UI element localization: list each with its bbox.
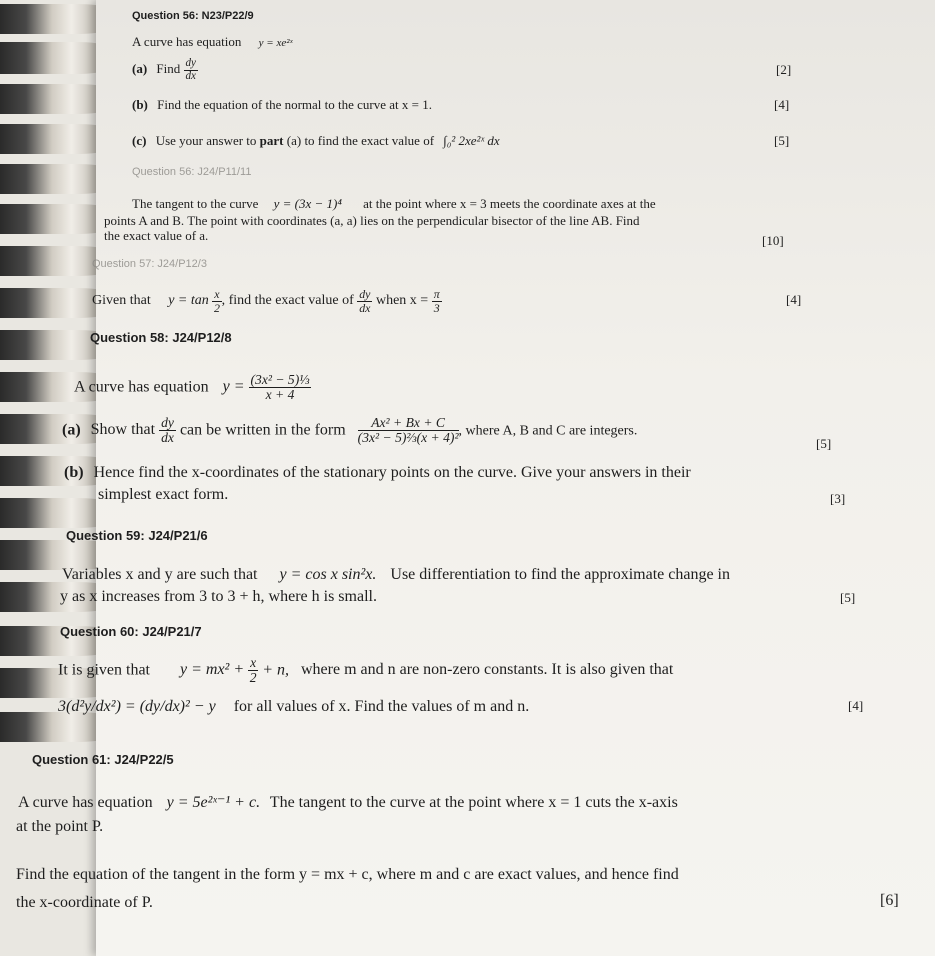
marks: [4] — [848, 698, 864, 713]
part-text: , where A, B and C are integers. — [458, 423, 638, 439]
worksheet-page — [16, 0, 935, 956]
line-text: A curve has equation — [18, 794, 153, 811]
part-b — [64, 464, 691, 482]
line-text: at the point where x = 3 meets the coordinate axes at the — [363, 196, 656, 211]
part-label: (a) — [132, 61, 148, 77]
question-line: points A and B. The point with coordinates (a, a) lies on the perpendicular bisector of the line AB. Find — [104, 213, 640, 228]
question-heading: Question 60: J24/P21/7 — [60, 624, 202, 639]
question-heading: Question 57: J24/P12/3 — [92, 258, 207, 270]
curve-equation: y = xe²ˣ — [258, 37, 293, 49]
question-line: y as x increases from 3 to 3 + h, where h is small. — [60, 588, 377, 605]
line-text: A curve has equation — [74, 378, 209, 396]
question-heading: Question 56: N23/P22/9 — [132, 10, 254, 22]
question-line — [132, 196, 656, 212]
equation: y = tan — [168, 293, 209, 309]
derivative-fraction: $\frac{dy}{dx}$ — [185, 57, 196, 82]
question-line — [92, 288, 442, 314]
fraction: $\frac{x}{2}$ — [213, 287, 220, 315]
part-text: Show that — [90, 421, 156, 439]
marks: [4] — [774, 97, 790, 112]
part-text: (a) to find the exact value of — [286, 133, 435, 148]
line-text: Variables x and y are such that — [62, 566, 258, 583]
question-line: Find the equation of the tangent in the form y = mx + c, where m and c are exact values, and hence find — [16, 866, 679, 883]
integral-expression: ∫₀² 2xe²ˣ dx — [443, 133, 500, 148]
derivative-fraction: $\frac{dy}{dx}$ — [359, 287, 371, 315]
line-text: The tangent to the curve at the point where x = 1 cuts the x-axis — [269, 794, 678, 811]
line-text: Given that — [92, 293, 151, 309]
marks: [2] — [776, 62, 792, 77]
part-a — [62, 416, 637, 446]
part-text: Hence find the x-coordinates of the stationary points on the curve. Give your answers in their — [93, 464, 691, 481]
question-heading: Question 59: J24/P21/6 — [66, 528, 208, 543]
fraction: $\frac{\text{(3x² − 5)⅓}}{x + 4}$ — [250, 372, 310, 403]
equation: y = mx² + — [179, 661, 245, 679]
line-text: It is given that — [58, 661, 150, 679]
intro-text: A curve has equation — [132, 34, 242, 49]
question-heading: Question 61: J24/P22/5 — [32, 752, 174, 767]
marks: [5] — [840, 590, 856, 605]
line-text: where m and n are non-zero constants. It is also given that — [300, 661, 674, 679]
question-line: the x-coordinate of P. — [16, 894, 153, 911]
question-line: the exact value of a. — [104, 228, 209, 243]
part-label: (a) — [62, 421, 81, 439]
question-line — [18, 792, 678, 812]
question-line: at the point P. — [16, 818, 104, 835]
marks: [5] — [774, 133, 790, 148]
equation: y = cos x sin²x. — [279, 566, 377, 583]
part-label: (b) — [64, 464, 84, 481]
curve-equation: y = (3x − 1)⁴ — [273, 196, 342, 211]
part-label: (b) — [132, 97, 148, 112]
question-heading: Question 58: J24/P12/8 — [90, 330, 232, 345]
marks: [6] — [880, 892, 899, 909]
part-text: Find the equation of the normal to the curve at x = 1. — [157, 97, 432, 112]
part-b-line2: simplest exact form. — [98, 486, 229, 503]
marks: [10] — [762, 233, 784, 248]
part-c — [132, 133, 500, 149]
marks: [5] — [816, 436, 832, 451]
question-line — [62, 566, 730, 584]
part-text: Use your answer to — [155, 133, 257, 148]
fraction: $\frac{\pi}{3}$ — [433, 287, 440, 315]
question-line — [58, 698, 529, 716]
question-intro — [132, 34, 293, 50]
question-heading: Question 56: J24/P11/11 — [132, 166, 252, 178]
question-line — [58, 656, 673, 686]
part-a — [132, 58, 198, 82]
part-text: can be written in the form — [179, 421, 346, 439]
marks: [4] — [786, 292, 802, 307]
equation: 3(d²y/dx²) = (dy/dx)² − y — [58, 698, 216, 715]
equation: + n, — [262, 661, 289, 679]
part-text: Find — [156, 61, 181, 77]
fraction: $\frac{x}{2}$ — [249, 655, 257, 686]
marks: [3] — [830, 491, 846, 506]
part-label: (c) — [132, 133, 147, 148]
equation: y = 5e²ˣ⁻¹ + c. — [166, 794, 261, 811]
line-text: for all values of x. Find the values of m and n. — [233, 698, 530, 715]
part-b — [132, 97, 432, 113]
form-fraction: $\frac{\text{Ax² + Bx + C}}{\text{(3x² − 5)⅔(x + 4)²}}$ — [357, 415, 459, 446]
question-line — [74, 373, 311, 403]
part-text-bold: part — [259, 133, 284, 148]
line-text: The tangent to the curve — [132, 196, 259, 211]
line-text: when x = — [375, 293, 429, 309]
equation: y = — [222, 378, 245, 396]
line-text: , find the exact value of — [221, 293, 354, 309]
line-text: Use differentiation to find the approximate change in — [390, 566, 730, 583]
derivative-fraction: $\frac{dy}{dx}$ — [161, 415, 174, 446]
